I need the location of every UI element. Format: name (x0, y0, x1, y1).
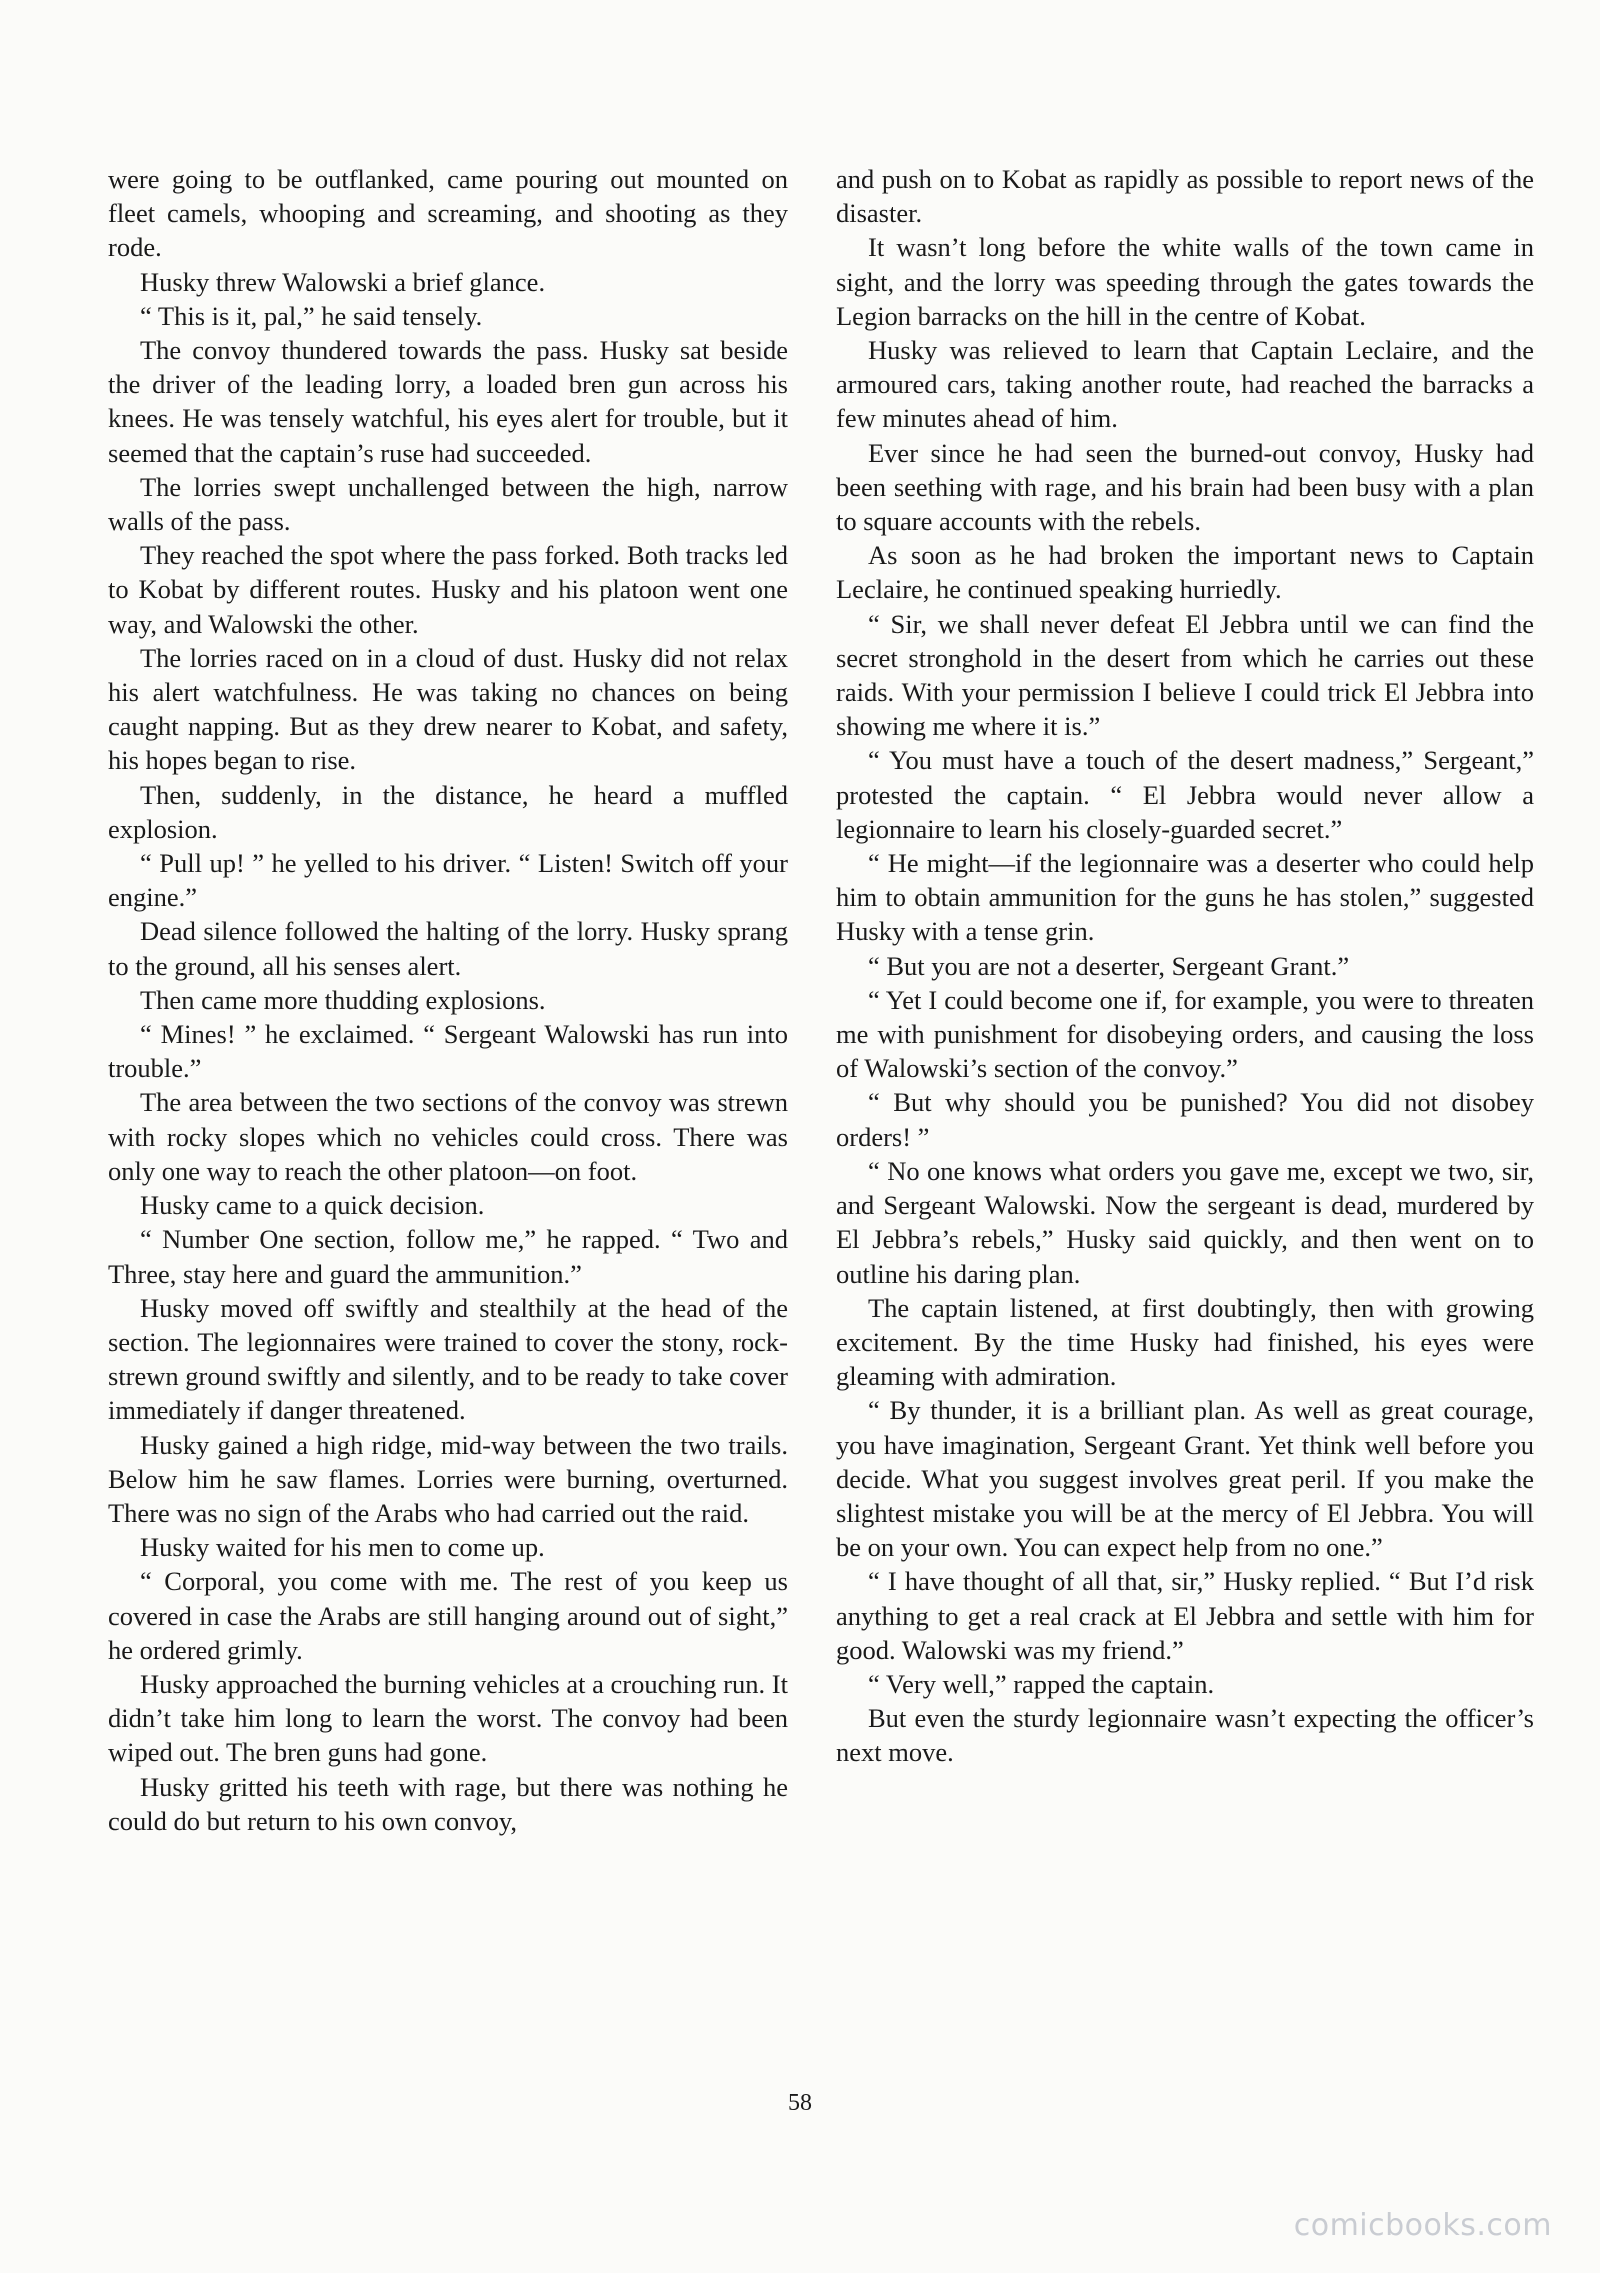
paragraph: “ But why should you be punished? You did not disobey orders! ” (836, 1087, 1534, 1152)
paragraph: “ I have thought of all that, sir,” Husky replied. “ But I’d risk anything to get a real crack at El Jebbra and settle with him for good. Walowski was my friend.” (836, 1566, 1534, 1665)
left-text-column (108, 162, 788, 1838)
paragraph: Husky approached the burning vehicles at a crouching run. It didn’t take him long to learn the worst. The convoy had been wiped out. The bren guns had gone. (108, 1668, 788, 1768)
paragraph: Husky moved off swiftly and stealthily at the head of the section. The legionnaires were trained to cover the stony, rock-strewn ground swiftly and silently, and to be ready to take cover immediately if danger threatened. (108, 1292, 788, 1426)
watermark: comicbooks.com (1293, 2208, 1552, 2243)
paragraph: “ Sir, we shall never defeat El Jebbra until we can find the secret stronghold in the desert from which he carries out these raids. With your permission I believe I could trick El Jebbra into showing me where it is.” (836, 608, 1534, 742)
paragraph: The convoy thundered towards the pass. Husky sat beside the driver of the leading lorry, a loaded bren gun across his knees. He was tensely watchful, his eyes alert for trouble, but it seemed that the captain’s ruse had succeeded. (108, 335, 788, 468)
paragraph: Then, suddenly, in the distance, he heard a muffled explosion. (108, 779, 788, 844)
paragraph: “ This is it, pal,” he said tensely. (140, 300, 483, 331)
paragraph: Husky gained a high ridge, mid-way between the two trails. Below him he saw flames. Lorries were burning, overturned. There was no sign of the Arabs who had carried out the raid. (108, 1429, 788, 1528)
paragraph: As soon as he had broken the important news to Captain Leclaire, he continued speaking hurriedly. (836, 540, 1534, 605)
paragraph: It wasn’t long before the white walls of the town came in sight, and the lorry was speeding through the gates towards the Legion barracks on the hill in the centre of Kobat. (836, 232, 1534, 331)
paragraph: “ But you are not a deserter, Sergeant Grant.” (868, 950, 1350, 981)
paragraph: “ You must have a touch of the desert madness,” Sergeant,” protested the captain. “ El Jebbra would never allow a legionnaire to learn his closely-guarded secret.” (836, 745, 1534, 844)
paragraph: The lorries raced on in a cloud of dust. Husky did not relax his alert watchfulness. He was taking no chances on being caught napping. But as they drew nearer to Kobat, and safety, his hopes began to rise. (108, 642, 788, 776)
paragraph: “ By thunder, it is a brilliant plan. As well as great courage, you have imagination, Sergeant Grant. Yet think well before you decide. What you suggest involves great peril. If you make the slightest mistake you will be at the mercy of El Jebbra. You will be on your own. You can expect help from no one.” (836, 1395, 1534, 1563)
paragraph: The lorries swept unchallenged between the high, narrow walls of the pass. (108, 471, 788, 537)
paragraph: Dead silence followed the halting of the lorry. Husky sprang to the ground, all his senses alert. (108, 916, 788, 981)
paragraph: Husky came to a quick decision. (140, 1190, 485, 1221)
paragraph: were going to be outflanked, came pouring out mounted on fleet camels, whooping and screaming, and shooting as they rode. (108, 164, 788, 263)
paragraph: and push on to Kobat as rapidly as possible to report news of the disaster. (836, 164, 1534, 229)
paragraph: “ Mines! ” he exclaimed. “ Sergeant Walowski has run into trouble.” (108, 1019, 788, 1084)
paragraph: “ Yet I could become one if, for example, you were to threaten me with punishment for disobeying orders, and causing the loss of Walowski’s section of the convoy.” (836, 984, 1534, 1084)
paragraph: The area between the two sections of the convoy was strewn with rocky slopes which no vehicles could cross. There was only one way to reach the other platoon—on foot. (108, 1087, 788, 1186)
paragraph: Husky was relieved to learn that Captain Leclaire, and the armoured cars, taking another route, had reached the barracks a few minutes ahead of him. (836, 335, 1534, 434)
paragraph: Husky threw Walowski a brief glance. (140, 266, 546, 297)
page-number: 58 (788, 2090, 812, 2116)
paragraph: “ No one knows what orders you gave me, except we two, sir, and Sergeant Walowski. Now the sergeant is dead, murdered by El Jebbra’s rebels,” Husky said quickly, and then went on to outline his daring plan. (836, 1155, 1534, 1289)
paragraph: They reached the spot where the pass forked. Both tracks led to Kobat by different routes. Husky and his platoon went one way, and Walowski the other. (108, 540, 788, 639)
paragraph: The captain listened, at first doubtingly, then with growing excitement. By the time Husky had finished, his eyes were gleaming with admiration. (836, 1292, 1534, 1392)
paragraph: “ Pull up! ” he yelled to his driver. “ Listen! Switch off your engine.” (108, 848, 788, 913)
paragraph: Husky gritted his teeth with rage, but there was nothing he could do but return to his own convoy, (108, 1771, 788, 1836)
paragraph: “ Very well,” rapped the captain. (868, 1668, 1215, 1699)
paragraph: “ He might—if the legionnaire was a deserter who could help him to obtain ammunition for the guns he has stolen,” suggested Husky with a tense grin. (836, 848, 1534, 947)
paragraph: Ever since he had seen the burned-out convoy, Husky had been seething with rage, and his brain had been busy with a plan to square accounts with the rebels. (836, 437, 1534, 537)
paragraph: Then came more thudding explosions. (140, 984, 546, 1015)
paragraph: But even the sturdy legionnaire wasn’t expecting the officer’s next move. (836, 1703, 1534, 1768)
paragraph: “ Corporal, you come with me. The rest of you keep us covered in case the Arabs are still hanging around out of sight,” he ordered grimly. (108, 1566, 788, 1665)
paragraph: Husky waited for his men to come up. (140, 1532, 545, 1563)
right-text-column (836, 162, 1534, 1770)
paragraph: “ Number One section, follow me,” he rapped. “ Two and Three, stay here and guard the ammunition.” (108, 1224, 788, 1289)
